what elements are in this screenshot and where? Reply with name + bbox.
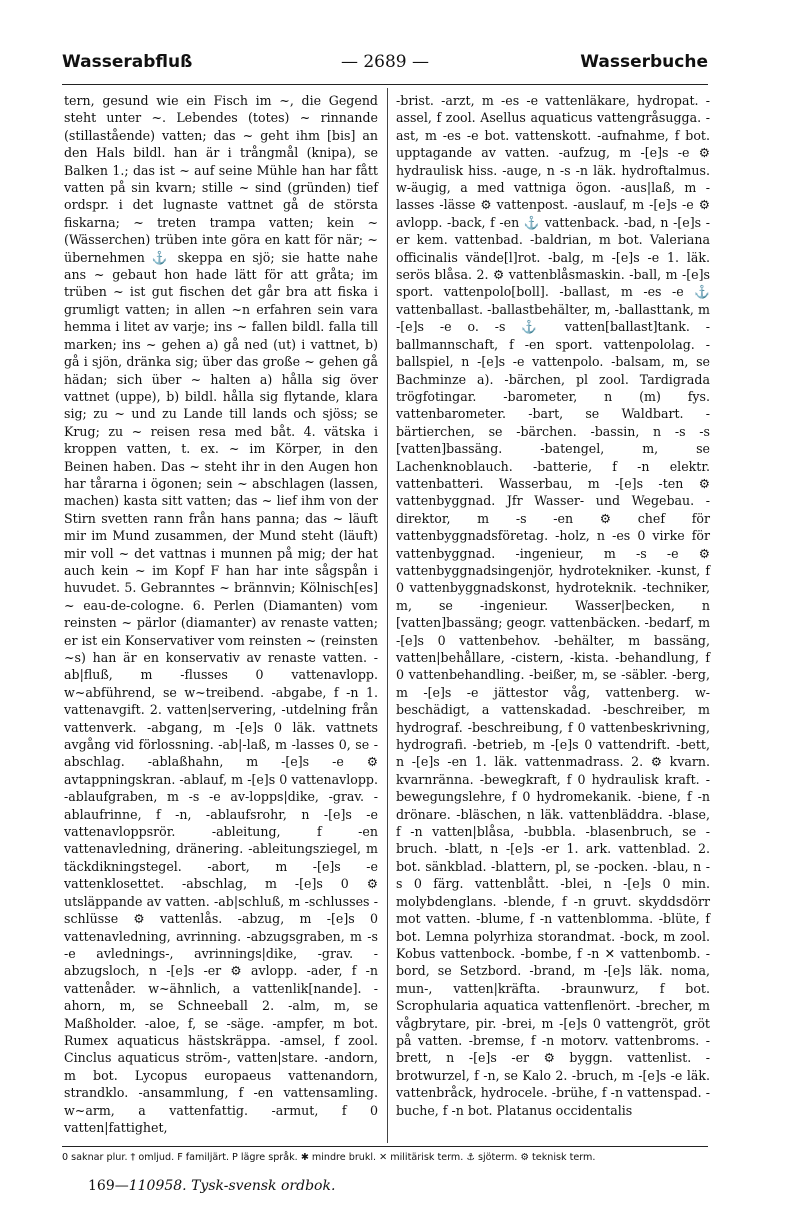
header-right-guideword: Wasserbuche [580,52,708,72]
header-left-guideword: Wasserabfluß [62,52,193,72]
right-column-text: -brist. -arzt, m -es -e vattenläkare, hydropat. -assel, f zool. Asellus aquaticus vattengråsugga. -ast, m -es -e bot. vattenskott. -aufnahme, f bot. upptagande av vatten. -aufzug, m -[e]s -e ⚙ hydraulisk hiss. -auge, n -s -n läk. hydroftalmus. w-äugig, a med vattniga ögon. -aus|laß, m -lasses -lässe ⚙ vattenpost. -auslauf, m -[e]s -e ⚙ avlopp. -back, f -en ⚓ vattenback. -bad, n -[e]s -er kem. vattenbad. -baldrian, m bot. Valeriana officinalis vände[l]rot. -balg, m -[e]s -e 1. läk. serös blåsa. 2. ⚙ vattenblåsmaskin. -ball, m -[e]s sport. vattenpolo[boll]. -ballast, m -es -e ⚓ vattenballast. -ballastbehälter, m, -ballasttank, m -[e]s -e o. -s ⚓ vatten[ballast]tank. -ballmannschaft, f -en sport. vattenpololag. -ballspiel, n -[e]s -e vattenpolo. -balsam, m, se Bachminze a). -bärchen, pl zool. Tardigrada trögfotingar. -barometer, n (m) fys. vattenbarometer. -bart, se Waldbart. -bärtierchen, se -bärchen. -bassin, n -s -s [vatten]bassäng. -batengel, m, se Lachenknoblauch. -batterie, f -n elektr. vattenbatteri. Wasserbau, m -[e]s -ten ⚙ vattenbyggnad. Jfr Wasser- und Wegebau. -direktor, m -s -en ⚙ chef för vattenbyggnadsföretag. -holz, n -es 0 virke för vattenbyggnad. -ingenieur, m -s -e ⚙ vattenbyggnadsingenjör, hydrotekniker. -kunst, f 0 vattenbyggnadskonst, hydroteknik. -techniker, m, se -ingenieur. Wasser|becken, n [vatten]bassäng; geogr. vattenbäcken. -bedarf, m -[e]s 0 vattenbehov. -behälter, m bassäng, vatten|behållare, -cistern, -kista. -behandlung, f 0 vattenbehandling. -beißer, m, se -säbler. -berg, m -[e]s -e jättestor våg, vattenberg. w-beschädigt, a vattenskadad. -beschreiber, m hydrograf. -beschreibung, f 0 vattenbeskrivning, hydrografi. -betrieb, m -[e]s 0 vattendrift. -bett, n -[e]s -en 1. läk. vattenmadrass. 2. ⚙ kvarn. kvarnränna. -bewegkraft, f 0 hydraulisk kraft. -bewegungslehre, f 0 hydromekanik. -biene, f -n drönare. -bläschen, n läk. vattenbläddra. -blase, f -n vatten|blåsa, -bubbla. -blasenbruch, se -bruch. -blatt, n -[e]s -er 1. ark. vattenblad. 2. bot. sänkblad. -blattern, pl, se -pocken. -blau, n -s 0 färg. vattenblått. -blei, n -[e]s 0 min. molybdenglans. -blende, f -n gruvt. skyddsdörr mot vatten. -blume, f -n vattenblomma. -blüte, f bot. Lemna polyrhiza storandmat. -bock, m zool. Kobus vattenbock. -bombe, f -n ✕ vattenbomb. -bord, se Setzbord. -brand, m -[e]s läk. noma, mun-, vatten|kräfta. -braunwurz, f bot. Scrophularia aquatica vattenflenört. -brecher, m vågbrytare, pir. -brei, m -[e]s 0 vattengröt, gröt på vatten. -bremse, f -n motorv. vattenbroms. -brett, n -[e]s -er ⚙ byggn. vattenlist. -brotwurzel, f -n, se Kalo 2. -bruch, m -[e]s -e läk. vattenbråck, hydrocele. -brühe, f -n vattenspad. -buche, f -n bot. Platanus occidentalis [396,93,711,1118]
left-column-text: tern, gesund wie ein Fisch im ~, die Gegend steht unter ~. Lebendes (totes) ~ rinnande (stillastående) vatten; das ~ geht ihm [bis] an den Hals bildl. han är i trångmål (knipa), se Balken 1.; das ist ~ auf seine Mühle han har fått vatten på sin kvarn; stille ~ sind (gründen) tief ordspr. i det lugnaste vattnet gå de största fiskarna; ~ treten trampa vatten; kein ~ (Wässerchen) trüben inte göra en katt för när; ~ übernehmen ⚓ skeppa en sjö; sie hatte nahe ans ~ gebaut hon hade lätt för att gråta; im trüben ~ ist gut fischen det går bra att fiska i grumligt vatten; in allen ~n erfahren sein vara hemma i litet av varje; ins ~ fallen bildl. falla till marken; ins ~ gehen a) gå ned (ut) i vattnet, b) gå i sjön, dränka sig; über das große ~ gehen gå hädan; sich über ~ halten a) hålla sig över vattnet (uppe), b) bildl. hålla sig flytande, klara sig; zu ~ und zu Lande till lands och sjöss; se Krug; zu ~ reisen resa med båt. 4. vätska i kroppen vatten, t. ex. ~ im Körper, in den Beinen haben. Das ~ steht ihr in den Augen hon har tårarna i ögonen; sein ~ abschlagen (lassen, machen) kasta sitt vatten; das ~ lief ihm von der Stirn svetten rann från hans panna; das ~ läuft mir im Mund zusammen, der Mund steht (läuft) mir voll ~ det vattnas i munnen på mig; der hat auch kein ~ im Kopf F han har inte sågspån i huvudet. 5. Gebranntes ~ brännvin; Kölnisch[es] ~ eau-de-cologne. 6. Perlen (Diamanten) vom reinsten ~ pärlor (diamanter) av renaste vatten; er ist ein Konservativer vom reinsten ~ (reinsten ~s) han är en konservativ av renaste vatten. -ab|fluß, m -flusses 0 vattenavlopp. w~abführend, se w~treibend. -abgabe, f -n 1. vattenavgift. 2. vatten|servering, -utdelning från vattenverk. -abgang, m -[e]s 0 läk. vattnets avgång vid förlossning. -ab|-laß, m -lasses 0, se -abschlag. -ablaßhahn, m -[e]s -e ⚙ avtappningskran. -ablauf, m -[e]s 0 vattenavlopp. -ablaufgraben, m -s -e av-lopps|dike, -grav. -ablaufrinne, f -n, -ablaufsrohr, n -[e]s -e vattenavloppsrör. -ableitung, f -en vattenavledning, dränering. -ableitungsziegel, m täckdikningstegel. -abort, m -[e]s -e vattenklosettet. -abschlag, m -[e]s 0 ⚙ utsläppande av vatten. -ab|schluß, m -schlusses -schlüsse ⚙ vattenlås. -abzug, m -[e]s 0 vattenavledning, avrinning. -abzugsgraben, m -s -e avlednings-, avrinnings|dike, -grav. -abzugsloch, n -[e]s -er ⚙ avlopp. -ader, f -n vattenåder. w~ähnlich, a vattenlik[nande]. -ahorn, m, se Schneeball 2. -alm, m, se Maßholder. -aloe, f, se -säge. -ampfer, m bot. Rumex aquaticus hästskräppa. -amsel, f zool. Cinclus aquaticus ström-, vatten|stare. -andorn, m bot. Lycopus europaeus vattenandorn, strandklo. -ansammlung, f -en vattensamling. w~arm, a vattenfattig. -armut, f 0 vatten|fattighet, [64,93,378,1135]
header-rule [62,84,708,85]
column-separator [387,88,388,1143]
footer-reference: 110958. Tysk-svensk ordbok. [128,1178,336,1194]
right-column [396,92,710,1119]
page-number: — 2689 — [340,52,430,72]
left-column [64,92,378,1136]
footer-rule [62,1146,708,1147]
footer-page-num: 169— [88,1178,129,1194]
print-footer [88,1178,335,1194]
abbreviation-legend: 0 saknar plur. † omljud. F familjärt. P lägre språk. ✱ mindre brukl. ✕ militärisk term. ⚓ sjöterm. ⚙ teknisk term. [62,1152,596,1163]
page-header [62,48,708,78]
